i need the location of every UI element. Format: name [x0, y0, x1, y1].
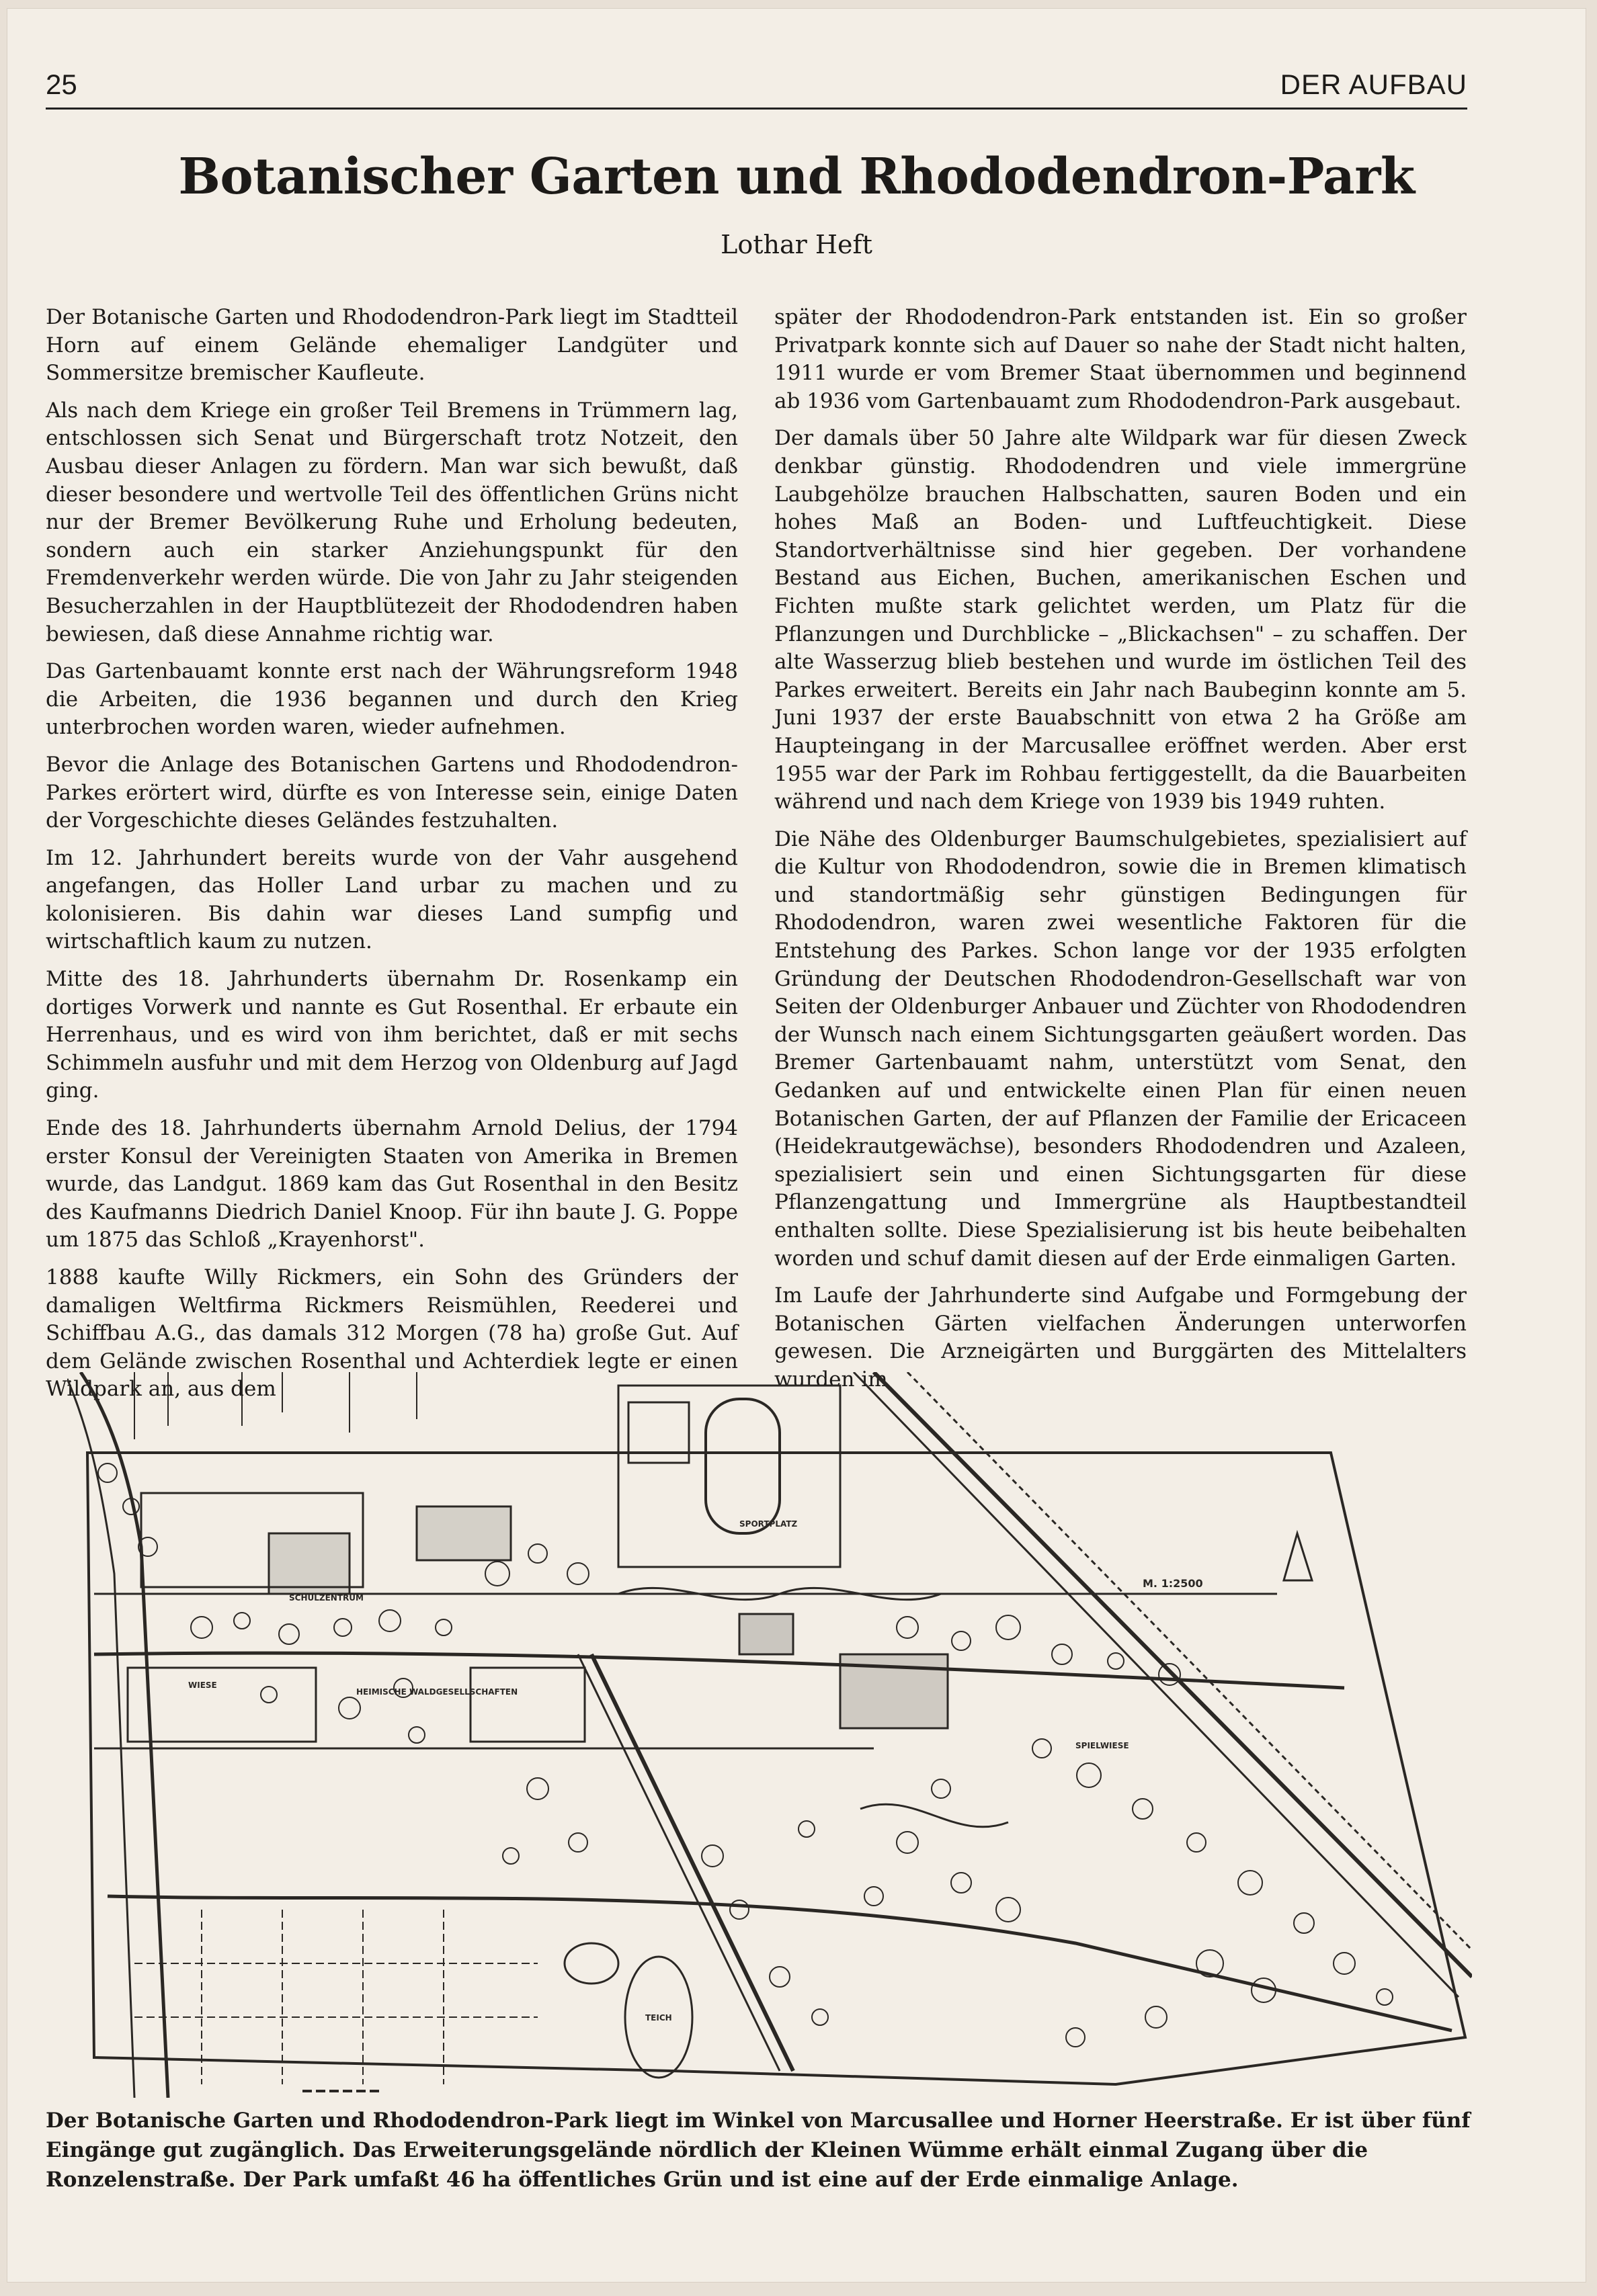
map-label-sports: SPORTPLATZ [739, 1519, 798, 1529]
paragraph: Der damals über 50 Jahre alte Wildpark war für diesen Zweck denkbar günstig. Rhododendren und viele immergrüne Laubgehölze brauchen Halbschatten, sauren Boden und ein hohes Maß an Boden- und Luftfeuchtigkeit. Diese Standortverhältnisse sind hier gegeben. Der vorhandene Bestand aus Eichen, Buchen, amerikanischen Eschen und Fichten mußte stark gelichtet werden, um Platz für die Pflanzungen und Durchblicke – „Blickachsen" – zu schaffen. Der alte Wasserzug blieb bestehen und wurde im östlichen Teil des Parkes erweitert. Bereits ein Jahr nach Baubeginn konnte am 5. Juni 1937 der erste Bauabschnitt von etwa 2 ha Größe am Haupteingang in der Marcusallee eröffnet werden. Aber erst 1955 war der Park im Rohbau fertiggestellt, da die Bauarbeiten während und nach dem Kriege von 1939 bis 1949 ruhten. [774, 426, 1467, 814]
map-label-meadow: WIESE [188, 1681, 217, 1690]
paragraph: Im 12. Jahrhundert bereits wurde von der Vahr ausgehend angefangen, das Holler Land urbar zu machen und zu kolonisieren. Bis dahin war dieses Land sumpfig und wirtschaftlich kaum zu nutzen. [46, 845, 738, 954]
paragraph: Als nach dem Kriege ein großer Teil Bremens in Trümmern lag, entschlossen sich Senat und Bürgerschaft trotz Notzeit, den Ausbau dieser Anlagen zu fördern. Man war sich bewußt, daß dieser besondere und wertvolle Teil des öffentlichen Grüns nicht nur der Bremer Bevölkerung Ruhe und Erholung bedeuten, sondern auch ein starker Anziehungspunkt für den Fremdenverkehr werden würde. Die von Jahr zu Jahr steigenden Besucherzahlen in der Hauptblütezeit der Rhododendren haben bewiesen, daß diese Annahme richtig war. [46, 398, 738, 646]
map-label-playground: SPIELWIESE [1075, 1741, 1129, 1750]
north-arrow-icon [1284, 1533, 1312, 1580]
running-header [46, 63, 1467, 110]
paragraph: 1888 kaufte Willy Rickmers, ein Sohn des Gründers der damaligen Weltfirma Rickmers Reismühlen, Reederei und Schiffbau A.G., das damals 312 Morgen (78 ha) große Gut. Auf dem Gelände zwischen Rosenthal und Achterdiek legte er einen Wildpark an, aus dem [46, 1265, 738, 1402]
paragraph: Das Gartenbauamt konnte erst nach der Währungsreform 1948 die Arbeiten, die 1936 begannen und durch den Krieg unterbrochen worden waren, wieder aufnehmen. [46, 659, 738, 740]
paragraph: Mitte des 18. Jahrhunderts übernahm Dr. Rosenkamp ein dortiges Vorwerk und nannte es Gut Rosenthal. Er erbaute ein Herrenhaus, und es wird von ihm berichtet, daß er mit sechs Schimmeln ausfuhr und mit dem Herzog von Oldenburg auf Jagd ging. [46, 967, 738, 1103]
map-label-school: SCHULZENTRUM [289, 1593, 364, 1603]
page-number: 25 [46, 69, 77, 100]
text-column-right [774, 304, 1467, 1404]
paragraph: Im Laufe der Jahrhunderte sind Aufgabe und Formgebung der Botanischen Gärten vielfachen Änderungen unterworfen gewesen. Die Arzneigärten und Burggärten des Mittelalters wurden im [774, 1283, 1467, 1392]
article-title: Botanischer Garten und Rhododendron-Park [178, 148, 1415, 206]
text-column-left [46, 304, 738, 1413]
paragraph: Die Nähe des Oldenburger Baumschulgebietes, spezialisiert auf die Kultur von Rhododendron, sowie die in Bremen klimatisch und standortmäßig sehr günstigen Bedingungen für Rhododendron, waren zwei wesentliche Faktoren für die Entstehung des Parkes. Schon lange vor der 1935 erfolgten Gründung der Deutschen Rhododendron-Gesellschaft war von Seiten der Oldenburger Anbauer und Züchter von Rhododendren der Wunsch nach einem Sichtungsgarten geäußert worden. Das Bremer Gartenbauamt nahm, unterstützt vom Senat, den Gedanken auf und entwickelte einen Plan für einen neuen Botanischen Garten, der auf Pflanzen der Familie der Ericaceen (Heidekrautgewächse), besonders Rhododendren und Azaleen, spezialisiert sein und einen Sichtungsgarten für diese Pflanzengattung und Immergrüne als Hauptbestandteil enthalten sollte. Diese Spezialisierung ist bis heute beibehalten worden und schuf damit diesen auf der Erde einmaligen Garten. [774, 826, 1467, 1271]
map-label-forest: HEIMISCHE WALDGESELLSCHAFTEN [356, 1687, 518, 1697]
paragraph: Bevor die Anlage des Botanischen Gartens und Rhododendron-Parkes erörtert wird, dürfte es von Interesse sein, einige Daten der Vorgeschichte dieses Geländes festzuhalten. [46, 752, 738, 833]
magazine-name: DER AUFBAU [1280, 69, 1467, 100]
article-author: Lothar Heft [721, 230, 872, 259]
figure-caption: Der Botanische Garten und Rhododendron-Park liegt im Winkel von Marcusallee und Horner Heerstraße. Er ist über fünf Eingänge gut zugänglich. Das Erweiterungsgelände nördlich der Kleinen Wümme erhält einmal Zugang über die Ronzelenstraße. Der Park umfaßt 46 ha öffentliches Grün und ist eine auf der Erde einmalige Anlage. [46, 2109, 1471, 2192]
park-site-plan [67, 1372, 1472, 2098]
paragraph: Der Botanische Garten und Rhododendron-Park liegt im Stadtteil Horn auf einem Gelände ehemaliger Landgüter und Sommersitze bremischer Kaufleute. [46, 305, 738, 386]
paragraph: später der Rhododendron-Park entstanden ist. Ein so großer Privatpark konnte sich auf Dauer so nahe der Stadt nicht halten, 1911 wurde er vom Bremer Staat übernommen und beginnend ab 1936 vom Gartenbauamt zum Rhododendron-Park ausgebaut. [774, 305, 1467, 413]
magazine-page [7, 8, 1586, 2283]
map-scale: M. 1:2500 [1143, 1577, 1203, 1590]
map-label-pond: TEICH [645, 2013, 672, 2023]
paragraph: Ende des 18. Jahrhunderts übernahm Arnold Delius, der 1794 erster Konsul der Vereinigten Staaten von Amerika in Bremen wurde, das Landgut. 1869 kam das Gut Rosenthal in den Besitz des Kaufmanns Diedrich Daniel Knoop. Für ihn baute J. G. Poppe um 1875 das Schloß „Krayenhorst". [46, 1116, 738, 1252]
